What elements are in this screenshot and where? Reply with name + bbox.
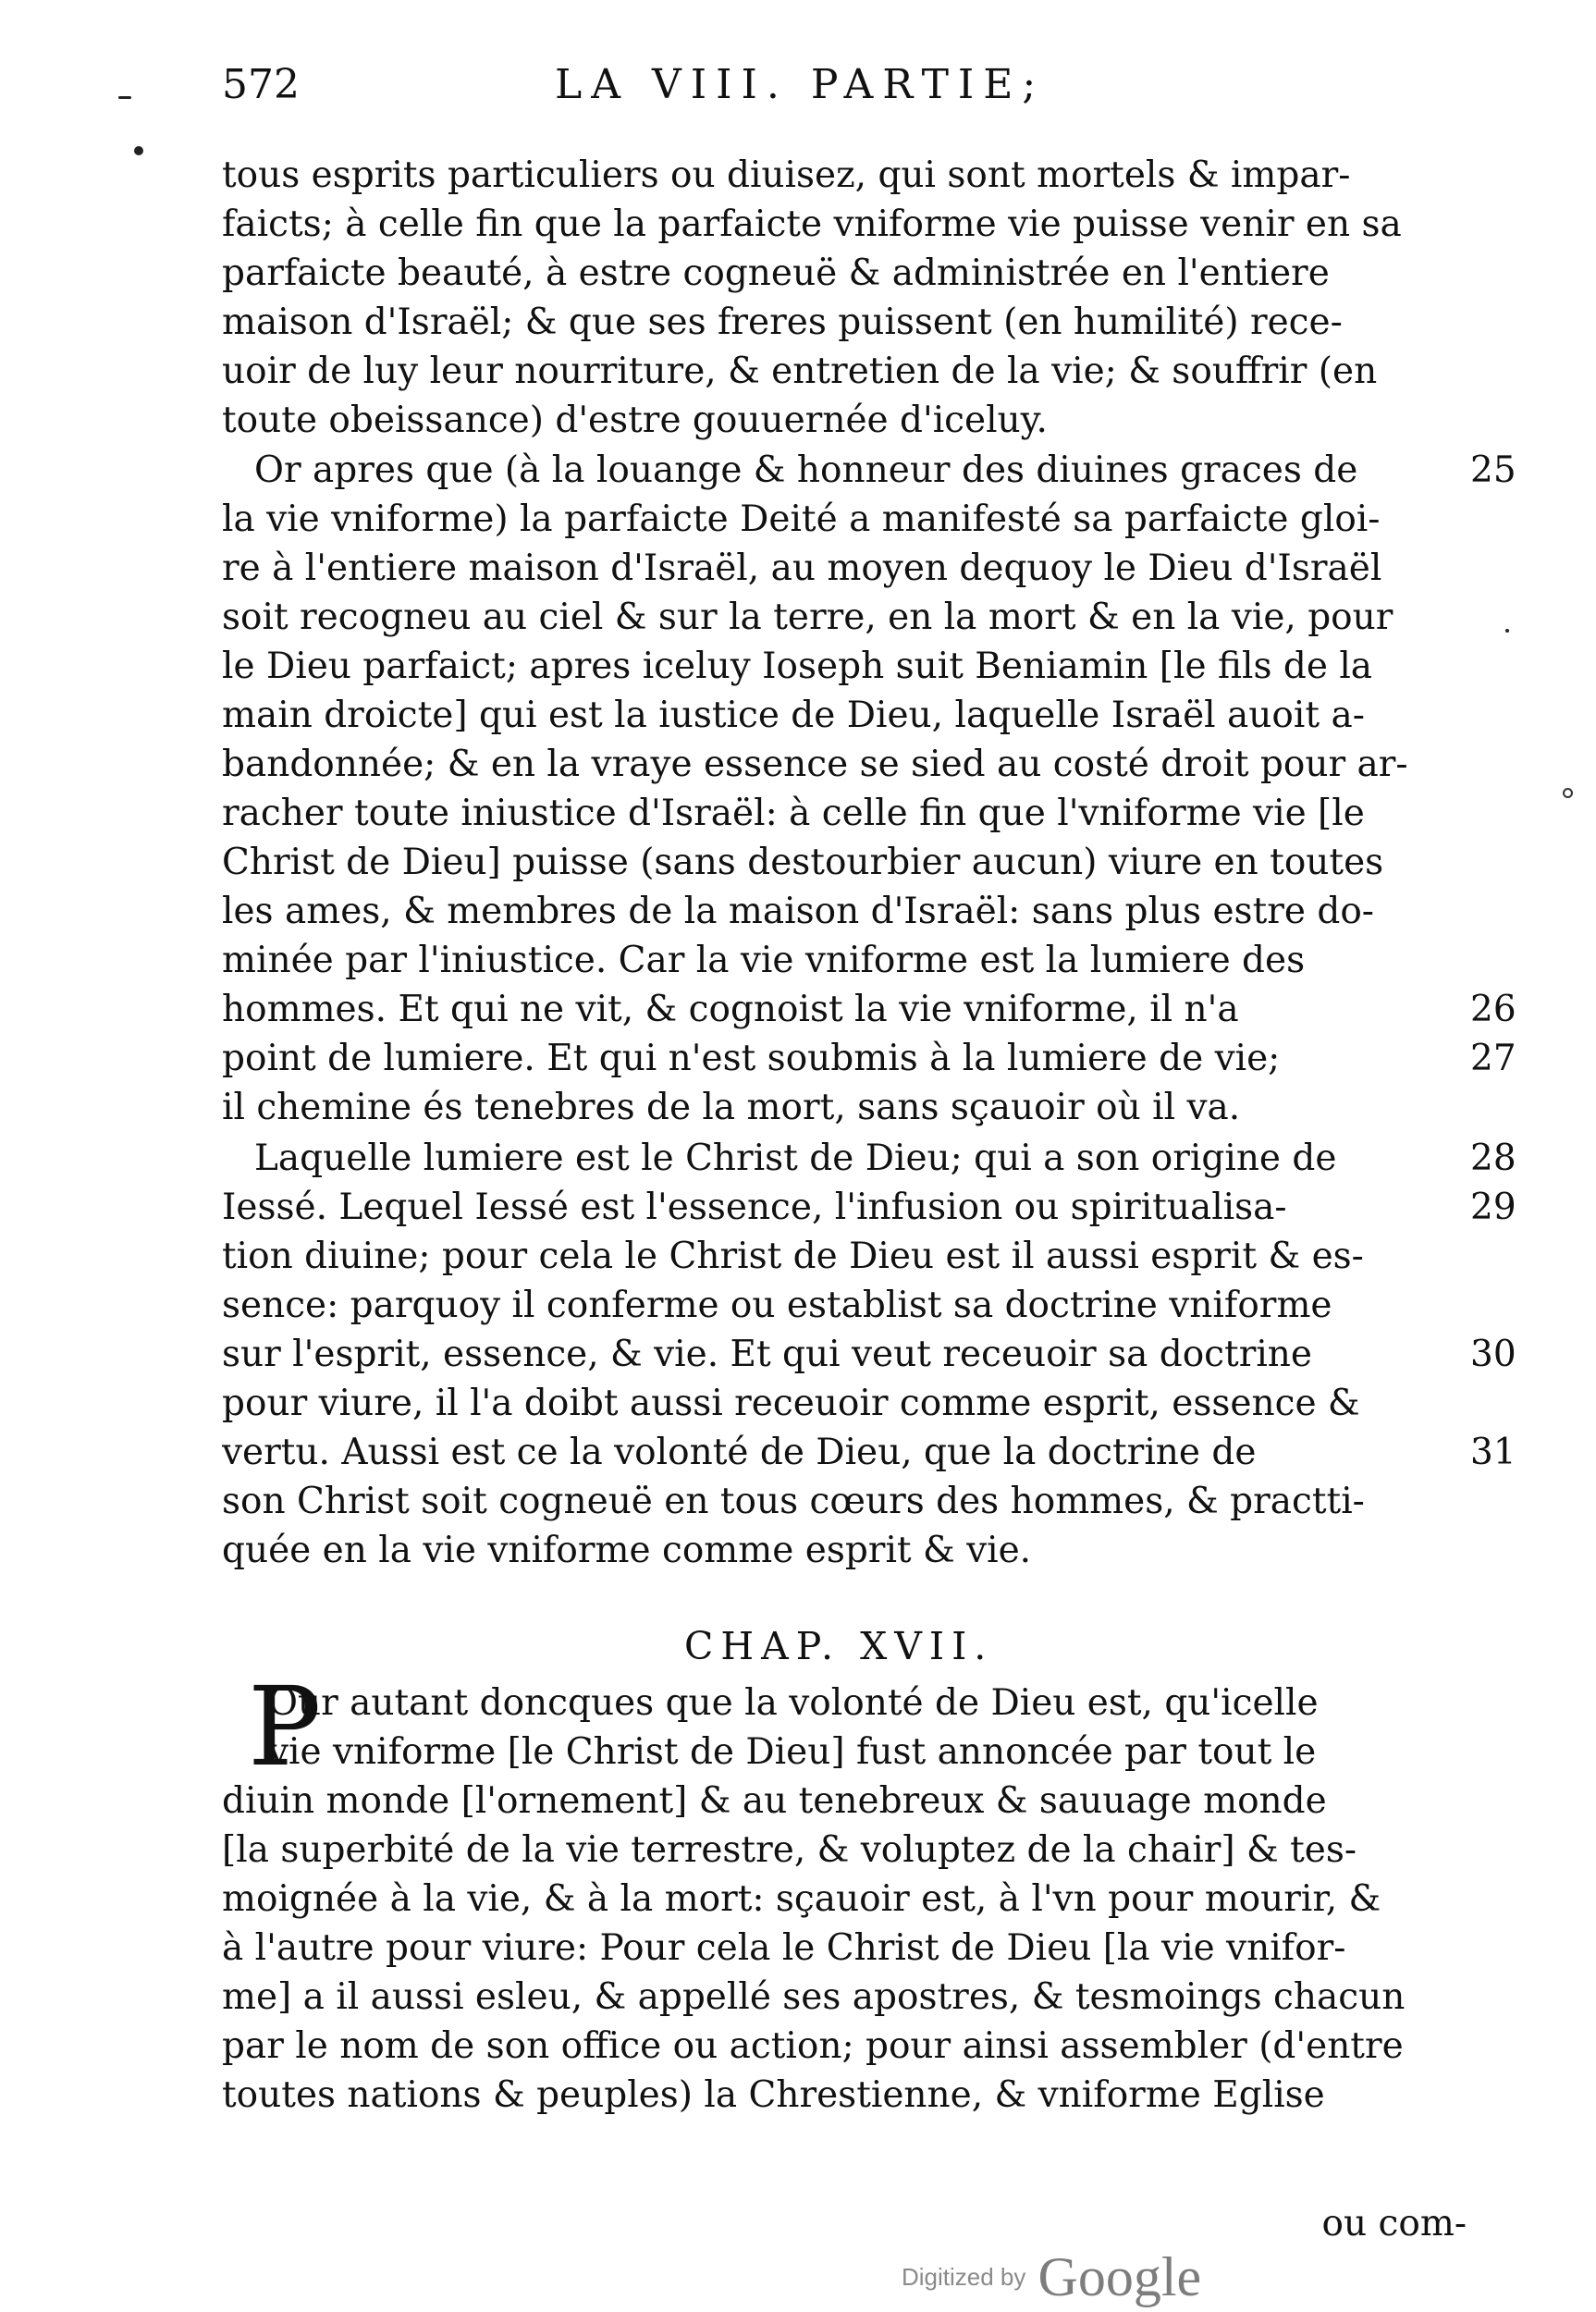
text-line: parfaicte beauté, à estre cogneuë & administrée en l'entiere	[222, 252, 1330, 294]
text-line: faicts; à celle fin que la parfaicte vniforme vie puisse venir en sa	[222, 203, 1402, 245]
text-line: bandonnée; & en la vraye essence se sied au costé droit pour ar-	[222, 744, 1408, 785]
text-line: Our autant doncques que la volonté de Dieu est, qu'icelle	[268, 1682, 1319, 1724]
digitized-watermark	[902, 2245, 1201, 2309]
verse-number: 27	[1470, 1038, 1516, 1079]
text-line: [la superbité de la vie terrestre, & voluptez de la chair] & tes-	[222, 1829, 1357, 1871]
page-header	[222, 57, 1479, 113]
verse-number: 31	[1470, 1432, 1516, 1473]
text-line: Laquelle lumiere est le Christ de Dieu; qui a son origine de	[254, 1138, 1337, 1179]
digitized-by-label: Digitized by	[902, 2263, 1026, 2291]
page-number: 572	[222, 61, 300, 108]
text-line: soit recogneu au ciel & sur la terre, en la mort & en la vie, pour	[222, 596, 1393, 638]
text-line: à l'autre pour viure: Pour cela le Christ de Dieu [la vie vnifor-	[222, 1927, 1346, 1969]
text-line: diuin monde [l'ornement] & au tenebreux & sauuage monde	[222, 1780, 1327, 1822]
text-line: point de lumiere. Et qui n'est soubmis à la lumiere de vie;	[222, 1038, 1281, 1079]
text-line: re à l'entiere maison d'Israël, au moyen dequoy le Dieu d'Israël	[222, 547, 1382, 589]
text-line: sur l'esprit, essence, & vie. Et qui veut receuoir sa doctrine	[222, 1334, 1313, 1375]
text-line: vertu. Aussi est ce la volonté de Dieu, que la doctrine de	[222, 1432, 1257, 1473]
text-line: uoir de luy leur nourriture, & entretien de la vie; & souffrir (en	[222, 350, 1378, 392]
verse-number: 28	[1470, 1138, 1516, 1179]
text-line: minée par l'iniustice. Car la vie vniforme est la lumiere des	[222, 940, 1306, 981]
text-line: les ames, & membres de la maison d'Israël: sans plus estre do-	[222, 891, 1374, 932]
text-line: il chemine és tenebres de la mort, sans sçauoir où il va.	[222, 1087, 1241, 1128]
text-line: le Dieu parfaict; apres iceluy Ioseph suit Beniamin [le fils de la	[222, 646, 1373, 687]
margin-speck	[1505, 629, 1509, 633]
text-line: pour viure, il l'a doibt aussi receuoir comme esprit, essence &	[222, 1383, 1360, 1424]
text-line: la vie vniforme) la parfaicte Deité a manifesté sa parfaicte gloi-	[222, 498, 1381, 540]
paragraph-beniamin	[222, 446, 1479, 1132]
verse-number: 25	[1470, 449, 1516, 491]
text-line: toute obeissance) d'estre gouuernée d'iceluy.	[222, 400, 1048, 441]
text-line: tion diuine; pour cela le Christ de Dieu est il aussi esprit & es-	[222, 1236, 1364, 1277]
text-line: hommes. Et qui ne vit, & cognoist la vie vniforme, il n'a	[222, 989, 1239, 1030]
text-line: sence: parquoy il conferme ou establist sa doctrine vniforme	[222, 1285, 1332, 1326]
margin-speck	[1563, 788, 1573, 798]
verse-number: 30	[1470, 1334, 1516, 1375]
verse-number: 29	[1470, 1187, 1516, 1228]
text-line: Iessé. Lequel Iessé est l'essence, l'infusion ou spiritualisa-	[222, 1187, 1287, 1228]
text-line: main droicte] qui est la iustice de Dieu, laquelle Israël auoit a-	[222, 695, 1365, 736]
text-line: me] a il aussi esleu, & appellé ses apostres, & tesmoings chacun	[222, 1976, 1406, 2018]
margin-speck	[118, 96, 131, 99]
text-line: vie vniforme [le Christ de Dieu] fust annoncée par tout le	[268, 1731, 1317, 1773]
text-line: par le nom de son office ou action; pour ainsi assembler (d'entre	[222, 2025, 1404, 2067]
text-line: Christ de Dieu] puisse (sans destourbier aucun) viure en toutes	[222, 842, 1384, 883]
chapter-heading: CHAP. XVII.	[684, 1624, 994, 1668]
continuation-paragraph	[222, 151, 1479, 445]
text-line: maison d'Israël; & que ses freres puissent (en humilité) rece-	[222, 301, 1343, 343]
text-line: son Christ soit cogneuë en tous cœurs des hommes, & practti-	[222, 1481, 1365, 1522]
text-line: tous esprits particuliers ou diuisez, qui sont mortels & impar-	[222, 154, 1351, 196]
text-line: racher toute iniustice d'Israël: à celle fin que l'vniforme vie [le	[222, 793, 1365, 834]
text-line: toutes nations & peuples) la Chrestienne, & vniforme Eglise	[222, 2074, 1325, 2116]
paragraph-lumiere	[222, 1134, 1479, 1575]
text-line: quée en la vie vniforme comme esprit & vie.	[222, 1530, 1032, 1571]
catchword: ou com-	[1321, 2203, 1467, 2244]
text-line: Or apres que (à la louange & honneur des diuines graces de	[254, 449, 1358, 491]
chapter-paragraph	[222, 1679, 1479, 2120]
text-line: moignée à la vie, & à la mort: sçauoir est, à l'vn pour mourir, &	[222, 1878, 1381, 1920]
running-head: LA VIII. PARTIE;	[555, 61, 1046, 108]
verse-number: 26	[1470, 989, 1516, 1030]
margin-speck	[134, 146, 143, 155]
drop-cap: P	[248, 1663, 322, 1790]
google-logo: Google	[1037, 2246, 1202, 2307]
